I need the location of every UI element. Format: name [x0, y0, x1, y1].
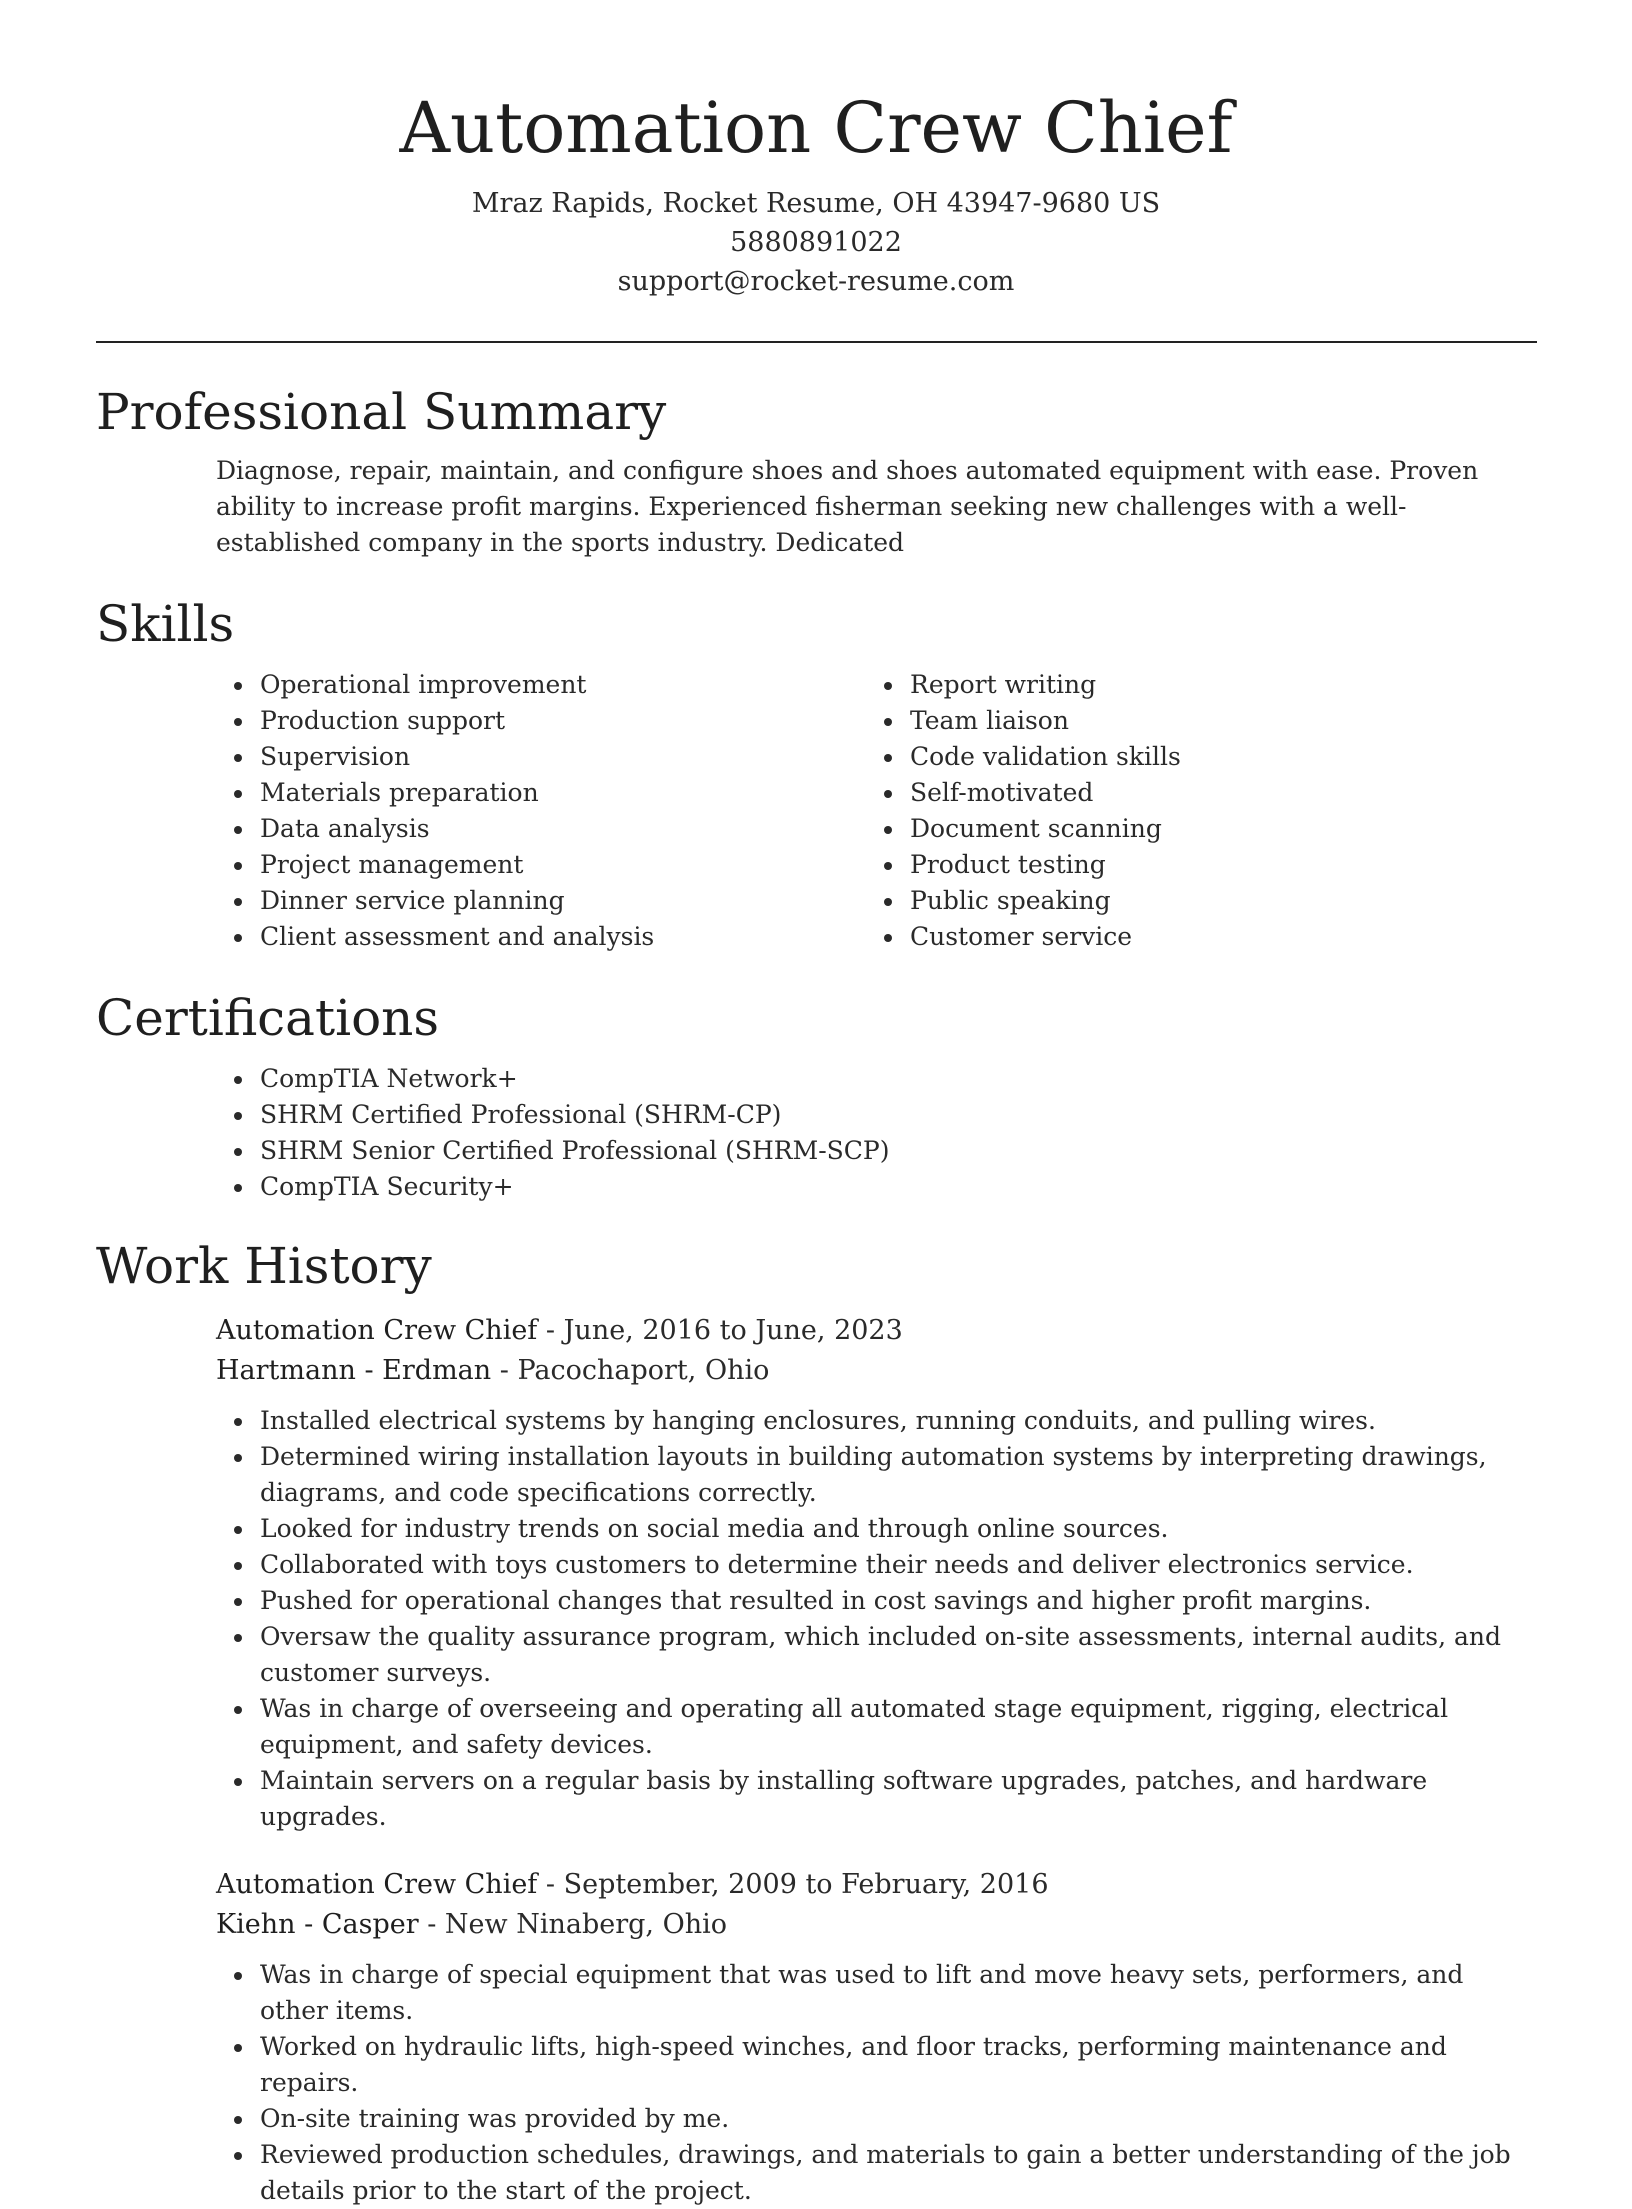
certification-item: SHRM Senior Certified Professional (SHRM-SCP) — [96, 1133, 1537, 1169]
skill-item: Dinner service planning — [96, 883, 746, 919]
skill-item: Production support — [96, 703, 746, 739]
skill-item: Customer service — [746, 919, 1396, 955]
job-bullet: Installed electrical systems by hanging enclosures, running conduits, and pulling wires. — [96, 1403, 1537, 1439]
skill-item: Materials preparation — [96, 775, 746, 811]
job-bullet: Looked for industry trends on social media and through online sources. — [96, 1511, 1537, 1547]
job-bullet: Maintain servers on a regular basis by installing software upgrades, patches, and hardware upgrades. — [96, 1763, 1537, 1835]
resume-header — [0, 0, 1632, 301]
job-bullet: Worked on hydraulic lifts, high-speed winches, and floor tracks, performing maintenance and repairs. — [96, 2029, 1537, 2101]
job-company: Kiehn - Casper — [216, 1909, 419, 1940]
skill-item: Self-motivated — [746, 775, 1396, 811]
job-bullet: Oversaw the quality assurance program, which included on-site assessments, internal audits, and customer surveys. — [96, 1619, 1537, 1691]
header-divider — [96, 341, 1537, 343]
contact-info — [0, 184, 1632, 301]
skills-column-left — [96, 667, 746, 955]
contact-email: support@rocket-resume.com — [617, 266, 1015, 297]
job-title: Automation Crew Chief — [216, 1315, 538, 1346]
skills-heading: Skills — [96, 595, 235, 653]
skill-item: Client assessment and analysis — [96, 919, 746, 955]
skill-item: Report writing — [746, 667, 1396, 703]
contact-address: Mraz Rapids, Rocket Resume, OH 43947-9680 US — [471, 188, 1161, 219]
skill-item: Data analysis — [96, 811, 746, 847]
job-responsibilities — [96, 1957, 1537, 2209]
skill-item: Team liaison — [746, 703, 1396, 739]
job-title-line — [216, 1311, 1537, 1351]
job-dates: - September, 2009 to February, 2016 — [537, 1869, 1049, 1900]
job-entry — [96, 1865, 1537, 2209]
contact-phone: 5880891022 — [730, 227, 902, 258]
job-company-line — [216, 1351, 1537, 1391]
job-responsibilities — [96, 1403, 1537, 1835]
candidate-name: Automation Crew Chief — [399, 87, 1233, 169]
job-title: Automation Crew Chief — [216, 1869, 538, 1900]
skills-section — [96, 593, 1537, 955]
certifications-list — [96, 1061, 1537, 1205]
certifications-section — [96, 987, 1537, 1205]
job-title-line — [216, 1865, 1537, 1905]
job-bullet: Collaborated with toys customers to determine their needs and deliver electronics service. — [96, 1547, 1537, 1583]
skills-column-right — [746, 667, 1396, 955]
job-company-line — [216, 1905, 1537, 1945]
certification-item: CompTIA Network+ — [96, 1061, 1537, 1097]
job-bullet: Reviewed production schedules, drawings, and materials to gain a better understanding of the job details prior to the start of the project. — [96, 2137, 1537, 2209]
certification-item: CompTIA Security+ — [96, 1169, 1537, 1205]
summary-section — [96, 381, 1537, 561]
job-location: - New Ninaberg, Ohio — [418, 1909, 728, 1940]
skill-item: Public speaking — [746, 883, 1396, 919]
job-entry — [96, 1311, 1537, 1835]
job-company: Hartmann - Erdman — [216, 1355, 492, 1386]
certification-item: SHRM Certified Professional (SHRM-CP) — [96, 1097, 1537, 1133]
skill-item: Document scanning — [746, 811, 1396, 847]
skill-item: Product testing — [746, 847, 1396, 883]
job-bullet: Determined wiring installation layouts in building automation systems by interpreting drawings, diagrams, and code specifications correctly. — [96, 1439, 1537, 1511]
work-history-heading: Work History — [96, 1237, 432, 1295]
job-bullet: On-site training was provided by me. — [96, 2101, 1537, 2137]
job-location: - Pacochaport, Ohio — [491, 1355, 770, 1386]
summary-heading: Professional Summary — [96, 383, 667, 441]
skills-columns — [96, 667, 1537, 955]
skill-item: Project management — [96, 847, 746, 883]
job-dates: - June, 2016 to June, 2023 — [537, 1315, 903, 1346]
skill-item: Code validation skills — [746, 739, 1396, 775]
job-bullet: Was in charge of overseeing and operating all automated stage equipment, rigging, electrical equipment, and safety devices. — [96, 1691, 1537, 1763]
job-bullet: Was in charge of special equipment that was used to lift and move heavy sets, performers, and other items. — [96, 1957, 1537, 2029]
certifications-heading: Certifications — [96, 989, 440, 1047]
job-bullet: Pushed for operational changes that resulted in cost savings and higher profit margins. — [96, 1583, 1537, 1619]
work-history-section — [96, 1235, 1537, 2209]
summary-text: Diagnose, repair, maintain, and configure shoes and shoes automated equipment with ease. Proven ability to increase profit margins. Experienced fisherman seeking new challenges with a well-established company in the sports industry. Dedicated — [216, 456, 1479, 557]
skill-item: Operational improvement — [96, 667, 746, 703]
skill-item: Supervision — [96, 739, 746, 775]
